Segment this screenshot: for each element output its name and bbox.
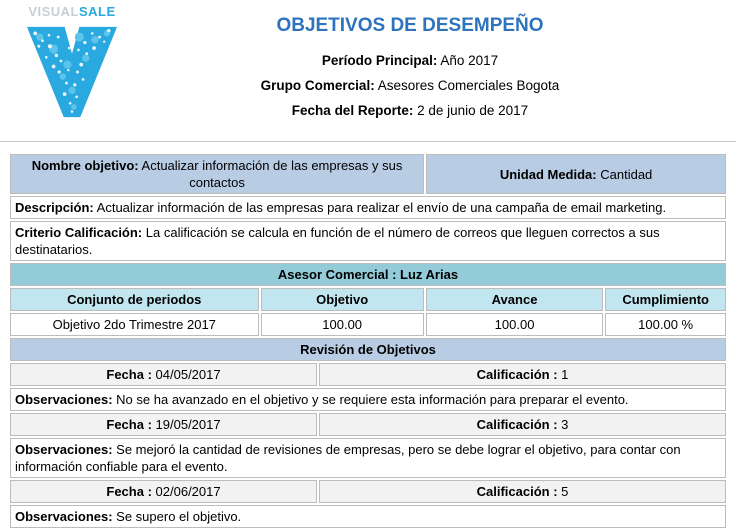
review-2-calificacion: 3: [561, 417, 569, 432]
report-body: [8, 152, 728, 530]
description-label: Descripción:: [15, 200, 94, 215]
page-title: OBJETIVOS DE DESEMPEÑO: [276, 15, 544, 36]
description-row: [10, 196, 726, 219]
review-3-fecha: 02/06/2017: [155, 484, 221, 499]
criteria-label: Criterio Calificación:: [15, 225, 143, 240]
objective-name-cell: [10, 154, 424, 194]
calificacion-label: Calificación :: [476, 367, 558, 382]
objetivo-cell: 100.00: [261, 313, 424, 336]
advisor-title-row: [10, 263, 726, 286]
description-cell: [10, 196, 726, 219]
review-3-fecha-cell: [10, 480, 317, 503]
meta-fecha-reporte-label: Fecha del Reporte:: [291, 103, 414, 118]
meta-periodo: [96, 48, 724, 73]
criteria-value: La calificación se calcula en función de el número de correos que lleguen correctos a sus destinatarios.: [15, 225, 660, 257]
meta-fecha-reporte-value: 2 de junio de 2017: [417, 103, 529, 118]
fecha-label: Fecha :: [106, 367, 152, 382]
review-1-observaciones-cell: [10, 388, 726, 411]
review-2-date-row: [10, 413, 726, 436]
review-2-fecha: 19/05/2017: [155, 417, 221, 432]
observaciones-label: Observaciones:: [15, 442, 113, 457]
review-1-observaciones: No se ha avanzado en el objetivo y se requiere esta información para preparar el evento.: [116, 392, 629, 407]
objective-name-value: Actualizar información de las empresas y sus contactos: [141, 158, 403, 190]
review-2-observations-row: [10, 438, 726, 478]
unit-label: Unidad Medida:: [499, 166, 597, 182]
meta-periodo-label: Período Principal:: [321, 53, 438, 68]
reviews-title-row: [10, 338, 726, 361]
meta-grupo: [96, 73, 724, 98]
review-1-observations-row: [10, 388, 726, 411]
review-2-observaciones-cell: [10, 438, 726, 478]
avance-cell: 100.00: [426, 313, 604, 336]
fecha-label: Fecha :: [106, 417, 152, 432]
column-header-conjunto: Conjunto de periodos: [10, 288, 259, 311]
calificacion-label: Calificación :: [476, 484, 558, 499]
column-header-objetivo: Objetivo: [261, 288, 424, 311]
objective-info-table: [8, 152, 728, 263]
review-3-calificacion: 5: [561, 484, 569, 499]
unit-cell: [426, 154, 726, 194]
cumplimiento-cell: 100.00 %: [605, 313, 726, 336]
column-header-avance: Avance: [426, 288, 604, 311]
review-2-fecha-cell: [10, 413, 317, 436]
objective-name-row: [10, 154, 726, 194]
meta-grupo-label: Grupo Comercial:: [260, 78, 375, 93]
table-row: [10, 313, 726, 336]
observaciones-label: Observaciones:: [15, 509, 113, 524]
visualsale-wordmark: [16, 5, 128, 19]
reviews-title-cell: Revisión de Objetivos: [10, 338, 726, 361]
fecha-label: Fecha :: [106, 484, 152, 499]
visualsale-logo: [16, 5, 128, 123]
unit-value: Cantidad: [600, 166, 653, 182]
review-2-calificacion-cell: [319, 413, 726, 436]
meta-grupo-value: Asesores Comerciales Bogota: [377, 78, 560, 93]
advisor-table: [8, 261, 728, 338]
header-text-block: [96, 0, 724, 123]
review-1-fecha: 04/05/2017: [155, 367, 221, 382]
review-1-fecha-cell: [10, 363, 317, 386]
objective-name-label: Nombre objetivo:: [31, 158, 139, 173]
report-header: [0, 0, 736, 142]
review-1-calificacion-cell: [319, 363, 726, 386]
criteria-cell: [10, 221, 726, 261]
wordmark-visual: VISUAL: [28, 4, 79, 19]
review-3-calificacion-cell: [319, 480, 726, 503]
review-1-calificacion: 1: [561, 367, 569, 382]
review-2-observaciones: Se mejoró la cantidad de revisiones de empresas, pero se debe lograr el objetivo, para contar con información confiable para el evento.: [15, 442, 681, 474]
reviews-table: [8, 336, 728, 530]
criteria-row: [10, 221, 726, 261]
description-value: Actualizar información de las empresas para realizar el envío de una campaña de email marketing.: [96, 200, 667, 215]
review-3-observaciones: Se supero el objetivo.: [116, 509, 242, 524]
column-header-cumplimiento: Cumplimiento: [605, 288, 726, 311]
meta-fecha-reporte: [96, 98, 724, 123]
visualsale-v-icon: [26, 21, 118, 123]
advisor-title-cell: Asesor Comercial : Luz Arias: [10, 263, 726, 286]
observaciones-label: Observaciones:: [15, 392, 113, 407]
review-3-date-row: [10, 480, 726, 503]
wordmark-sale: SALE: [79, 4, 116, 19]
period-cell: Objetivo 2do Trimestre 2017: [10, 313, 259, 336]
review-1-date-row: [10, 363, 726, 386]
meta-periodo-value: Año 2017: [440, 53, 499, 68]
calificacion-label: Calificación :: [476, 417, 558, 432]
advisor-header-row: [10, 288, 726, 311]
